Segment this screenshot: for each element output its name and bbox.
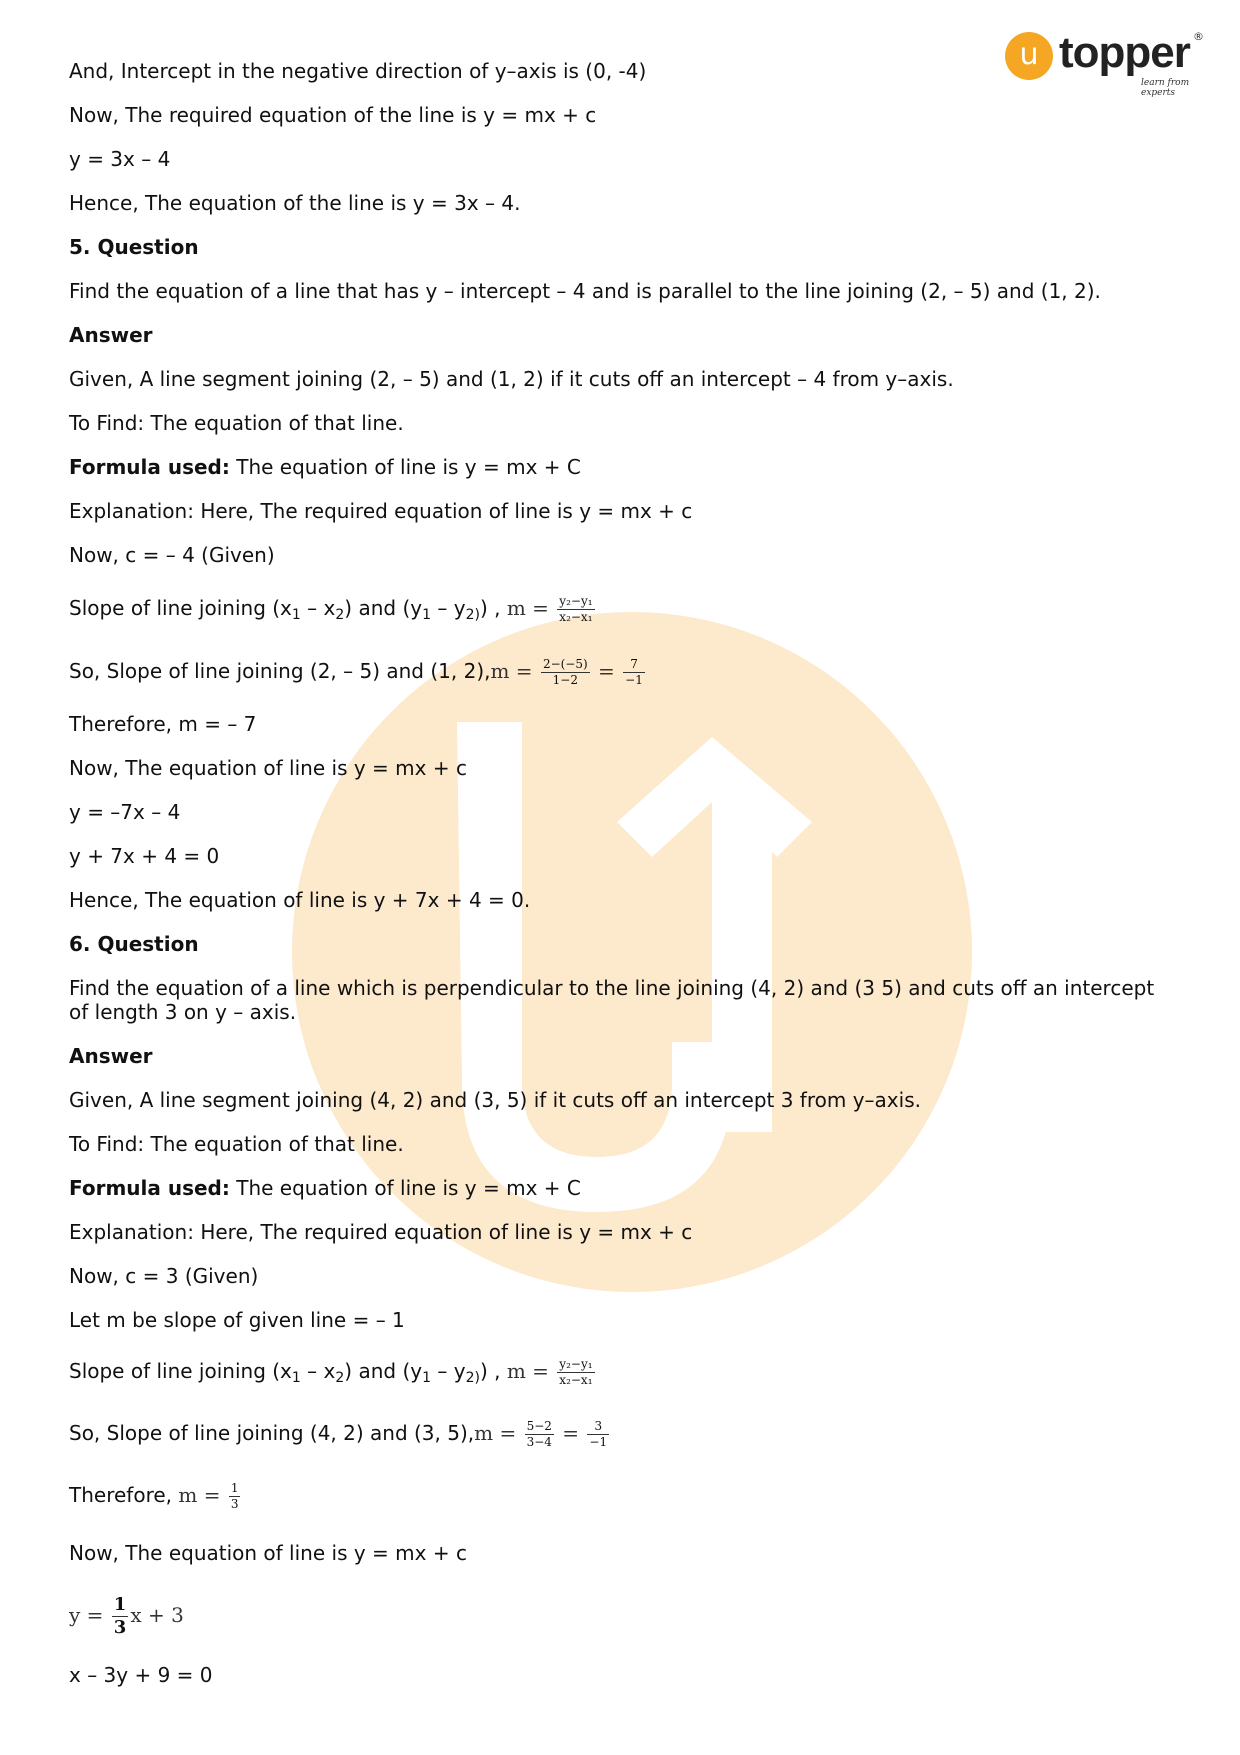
question-5-text: Find the equation of a line that has y – intercept – 4 and is parallel to the line joining (2, – 5) and (1, 2). bbox=[69, 279, 1101, 303]
fraction: $\frac{5-2}{3-4}$ bbox=[526, 1419, 552, 1449]
text-line: Hence, The equation of the line is y = 3x – 4. bbox=[69, 191, 521, 215]
logo-wordmark: topper bbox=[1059, 28, 1190, 77]
slope-result-line: Therefore, m = $\frac{1}{3}$ bbox=[69, 1481, 239, 1511]
text-line: Now, The required equation of the line is y = mx + c bbox=[69, 103, 597, 127]
formula-line bbox=[69, 455, 581, 479]
text-line: To Find: The equation of that line. bbox=[69, 411, 404, 435]
text-line: Now, The equation of line is y = mx + c bbox=[69, 756, 467, 780]
slope-calc-line: So, Slope of line joining (2, – 5) and (1, 2),m = $\frac{2-(-5)}{1-2}$ = $\frac{7}{-1}$ bbox=[69, 657, 643, 687]
text-line: y = 3x – 4 bbox=[69, 147, 171, 171]
text-line: Now, c = – 4 (Given) bbox=[69, 543, 275, 567]
text-line: Let m be slope of given line = – 1 bbox=[69, 1308, 405, 1332]
math-m-equals: m = bbox=[506, 596, 549, 620]
fraction: $\frac{2-(-5)}{1-2}$ bbox=[542, 657, 588, 687]
logo-registered-mark: ® bbox=[1193, 30, 1204, 43]
slope-formula-line: Slope of line joining $(x_1 - x_2)$ and $(y_1 - y_{2)})$ , m = $\frac{\text{y₂−y₁}}{\text{x₂−x₁}}$ bbox=[69, 594, 593, 624]
fraction: $\frac{7}{-1}$ bbox=[625, 657, 643, 687]
formula-label: Formula used: bbox=[69, 455, 230, 479]
text-line: Explanation: Here, The required equation of line is y = mx + c bbox=[69, 1220, 693, 1244]
formula-text: The equation of line is y = mx + C bbox=[229, 455, 581, 479]
slope-calc-line: So, Slope of line joining (4, 2) and (3, 5),m = $\frac{5-2}{3-4}$ = $\frac{3}{-1}$ bbox=[69, 1419, 608, 1449]
text-line: Given, A line segment joining (4, 2) and (3, 5) if it cuts off an intercept 3 from y–axis. bbox=[69, 1088, 921, 1112]
equation-line: y = $\frac{1}{3}$ x + 3 bbox=[69, 1594, 184, 1638]
fraction: $\frac{\text{y₂−y₁}}{\text{x₂−x₁}}$ bbox=[559, 594, 593, 624]
formula-label: Formula used: bbox=[69, 1176, 230, 1200]
fraction: $\frac{1}{3}$ bbox=[230, 1481, 239, 1511]
question-6-heading: 6. Question bbox=[69, 932, 199, 956]
text-line: Therefore, m = – 7 bbox=[69, 712, 257, 736]
formula-text: The equation of line is y = mx + C bbox=[229, 1176, 581, 1200]
text-line: To Find: The equation of that line. bbox=[69, 1132, 404, 1156]
topper-logo bbox=[1005, 28, 1205, 98]
text-line: Given, A line segment joining (2, – 5) and (1, 2) if it cuts off an intercept – 4 from y–axis. bbox=[69, 367, 954, 391]
question-6-text: Find the equation of a line which is perpendicular to the line joining (4, 2) and (3 5) and cuts off an intercept of length 3 on y – axis. bbox=[69, 976, 1155, 1024]
answer-heading: Answer bbox=[69, 1044, 153, 1068]
text-line: y + 7x + 4 = 0 bbox=[69, 844, 220, 868]
slope-formula-line: Slope of line joining $(x_1 - x_2)$ and $(y_1 - y_{2)})$ , m = $\frac{\text{y₂−y₁}}{\text{x₂−x₁}}$ bbox=[69, 1357, 593, 1387]
text-line: Hence, The equation of line is y + 7x + 4 = 0. bbox=[69, 888, 531, 912]
text-line: Now, The equation of line is y = mx + c bbox=[69, 1541, 467, 1565]
text-line: Explanation: Here, The required equation of line is y = mx + c bbox=[69, 499, 693, 523]
fraction: $\frac{3}{-1}$ bbox=[589, 1419, 608, 1449]
formula-line bbox=[69, 1176, 581, 1200]
logo-u-icon: u bbox=[1005, 32, 1053, 80]
answer-heading: Answer bbox=[69, 323, 153, 347]
text-line: x – 3y + 9 = 0 bbox=[69, 1663, 213, 1687]
text-line: y = –7x – 4 bbox=[69, 800, 181, 824]
question-5-heading: 5. Question bbox=[69, 235, 199, 259]
fraction: $\frac{\text{y₂−y₁}}{\text{x₂−x₁}}$ bbox=[559, 1357, 593, 1387]
fraction: $\frac{1}{3}$ bbox=[113, 1594, 127, 1638]
text-line: And, Intercept in the negative direction of y–axis is (0, -4) bbox=[69, 59, 647, 83]
text-line: Now, c = 3 (Given) bbox=[69, 1264, 259, 1288]
logo-tagline: learn from experts bbox=[1141, 78, 1190, 98]
